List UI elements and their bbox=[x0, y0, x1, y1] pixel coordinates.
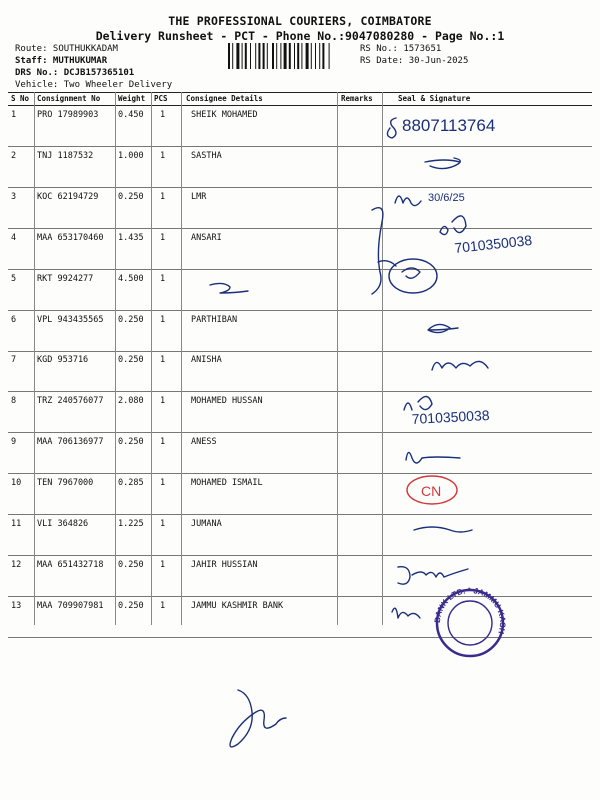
row-consignee: ANSARI bbox=[191, 232, 222, 243]
col-consignment-header: Consignment No bbox=[37, 94, 101, 103]
svg-text:BANK LTD. * JAMMU KASH: BANK LTD. * JAMMU KASH bbox=[432, 585, 508, 635]
col-signature-header: Seal & Signature bbox=[398, 94, 471, 103]
row-sno: 5 bbox=[11, 273, 17, 284]
row-consignee: JUMANA bbox=[191, 519, 222, 529]
row-consignment-no: TRZ 240576077 bbox=[37, 396, 104, 407]
signature-row7 bbox=[432, 361, 488, 370]
row-consignee: JAHIR HUSSIAN bbox=[191, 559, 258, 570]
rs-date: RS Date: 30-Jun-2025 bbox=[360, 56, 469, 66]
row-sno: 7 bbox=[11, 355, 17, 366]
row-weight: 0.250 bbox=[118, 437, 144, 448]
row-consignment-no: MAA 651432718 bbox=[37, 559, 104, 570]
row-weight: 0.285 bbox=[118, 478, 144, 489]
row-weight: 0.250 bbox=[118, 314, 144, 325]
row-consignee: ANISHA bbox=[191, 355, 222, 366]
vehicle-text: Vehicle: Two Wheeler Delivery bbox=[15, 80, 173, 90]
signature-row8 bbox=[404, 396, 432, 410]
staff-text: Staff: MUTHUKUMAR bbox=[15, 56, 108, 66]
row-pcs: 1 bbox=[160, 519, 166, 529]
row-weight: 0.450 bbox=[118, 110, 144, 120]
row-consignment-no: PRO 17989903 bbox=[37, 110, 99, 120]
row-weight: 0.250 bbox=[118, 355, 144, 366]
signature-row2 bbox=[425, 158, 460, 169]
row-consignment-no: TNJ 1187532 bbox=[37, 150, 94, 161]
row-sno: 1 bbox=[11, 110, 17, 120]
row3-date-handwritten: 30/6/25 bbox=[428, 192, 465, 204]
signature-row13 bbox=[392, 608, 420, 618]
row8-phone-handwritten: 7010350038 bbox=[411, 406, 490, 427]
row-sno: 2 bbox=[11, 150, 17, 161]
row-sno: 9 bbox=[11, 437, 17, 448]
route-text: Route: SOUTHUKKADAM bbox=[15, 44, 118, 54]
row-weight: 1.435 bbox=[118, 232, 144, 243]
row-sno: 4 bbox=[11, 232, 17, 243]
col-remarks-header: Remarks bbox=[341, 94, 373, 103]
row-consignment-no: RKT 9924277 bbox=[37, 273, 94, 284]
row-pcs: 1 bbox=[160, 559, 166, 570]
signature-row9 bbox=[406, 452, 460, 463]
row-pcs: 1 bbox=[160, 110, 166, 120]
row-pcs: 1 bbox=[160, 191, 166, 202]
company-title: THE PROFESSIONAL COURIERS, COIMBATORE bbox=[168, 14, 432, 28]
signature-row11 bbox=[414, 527, 472, 532]
row1-phone-handwritten: 8807113764 bbox=[402, 116, 496, 135]
row-pcs: 1 bbox=[160, 273, 166, 284]
row-pcs: 1 bbox=[160, 314, 166, 325]
runsheet-subtitle: Delivery Runsheet - PCT - Phone No.:9047080280 - Page No.:1 bbox=[95, 29, 505, 43]
row-consignment-no: MAA 653170460 bbox=[37, 232, 104, 243]
row4-phone-handwritten: 7010350038 bbox=[453, 231, 533, 256]
bracket-mark bbox=[372, 208, 396, 294]
row-sno: 10 bbox=[11, 478, 22, 489]
rs-number: RS No.: 1573651 bbox=[360, 44, 442, 54]
row-consignment-no: VLI 364826 bbox=[37, 519, 89, 529]
col-consignee-header: Consignee Details bbox=[186, 94, 263, 103]
row-consignee: ANESS bbox=[191, 437, 217, 448]
row-sno: 12 bbox=[11, 559, 22, 570]
row-consignment-no: KGD 953716 bbox=[37, 355, 89, 366]
row-pcs: 1 bbox=[160, 355, 166, 366]
row-consignment-no: MAA 709907981 bbox=[37, 600, 104, 611]
row-weight: 1.225 bbox=[118, 519, 144, 529]
row-pcs: 1 bbox=[160, 232, 166, 243]
signature-row12 bbox=[398, 567, 468, 584]
signature-row3 bbox=[395, 196, 421, 206]
row-sno: 6 bbox=[11, 314, 17, 325]
row-sno: 8 bbox=[11, 396, 17, 407]
signature-row6 bbox=[428, 324, 458, 332]
row-pcs: 1 bbox=[160, 478, 166, 489]
drs-number: DRS No.: DCJB157365101 bbox=[15, 68, 135, 78]
row-consignment-no: TEN 7967000 bbox=[37, 478, 94, 489]
row-consignment-no: VPL 943435565 bbox=[37, 314, 104, 325]
signature-row5-circle bbox=[389, 259, 437, 293]
row-consignment-no: KOC 62194729 bbox=[37, 191, 99, 202]
row-consignment-no: MAA 706136977 bbox=[37, 437, 104, 448]
row10-cn-mark: CN bbox=[421, 483, 442, 499]
bank-seal-stamp bbox=[433, 586, 507, 656]
signature-row5 bbox=[210, 283, 248, 293]
row-consignee: JAMMU KASHMIR BANK bbox=[191, 600, 284, 611]
row-pcs: 1 bbox=[160, 150, 166, 161]
row-pcs: 1 bbox=[160, 396, 166, 407]
row-weight: 1.000 bbox=[118, 150, 144, 161]
row-weight: 0.250 bbox=[118, 600, 144, 611]
row-weight: 2.080 bbox=[118, 396, 144, 407]
col-weight-header: Weight bbox=[118, 94, 146, 103]
supervisor-signature bbox=[230, 690, 286, 747]
row-pcs: 1 bbox=[160, 600, 166, 611]
signature-row4 bbox=[440, 216, 466, 235]
col-sno-header: S No bbox=[11, 94, 30, 103]
row-consignee: MOHAMED HUSSAN bbox=[191, 396, 263, 407]
row-weight: 0.250 bbox=[118, 191, 144, 202]
row-consignee: SASTHA bbox=[191, 150, 222, 161]
col-pcs-header: PCS bbox=[154, 94, 168, 103]
row-consignee: MOHAMED ISMAIL bbox=[191, 478, 263, 489]
row-pcs: 1 bbox=[160, 437, 166, 448]
row-weight: 0.250 bbox=[118, 559, 144, 570]
signature-row1 bbox=[387, 118, 396, 138]
row-weight: 4.500 bbox=[118, 273, 144, 284]
row-consignee: LMR bbox=[191, 191, 207, 202]
row-sno: 3 bbox=[11, 191, 17, 202]
row-sno: 11 bbox=[11, 519, 22, 529]
row-sno: 13 bbox=[11, 600, 22, 611]
row-consignee: SHEIK MOHAMED bbox=[191, 110, 258, 120]
row-consignee: PARTHIBAN bbox=[191, 314, 238, 325]
